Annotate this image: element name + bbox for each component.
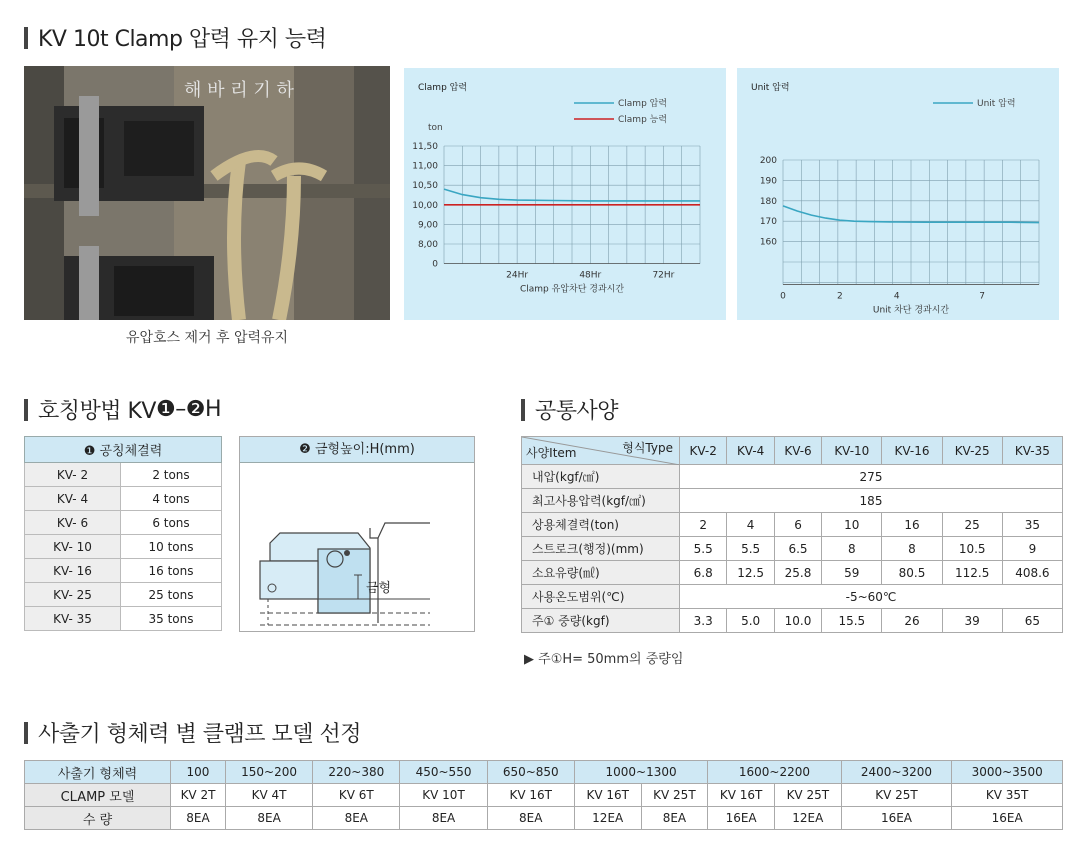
force-cell: 1000~1300: [574, 761, 707, 784]
legend-label: Clamp 능력: [618, 115, 668, 125]
model-cell: KV 4T: [225, 784, 312, 807]
model-cell: KV- 16: [25, 559, 121, 583]
table-row: [522, 609, 1063, 633]
table-row: [25, 535, 222, 559]
spec-value: 9: [1002, 537, 1062, 561]
model-cell: KV 35T: [952, 784, 1063, 807]
y-tick-label: 10,50: [412, 181, 438, 192]
spec-value: 2: [680, 513, 727, 537]
spec-value: 10: [822, 513, 882, 537]
x-tick-label: 0: [780, 291, 786, 302]
force-cell: 1600~2200: [708, 761, 841, 784]
qty-cell: 8EA: [641, 807, 708, 830]
table-row: [522, 513, 1063, 537]
force-cell: 3000~3500: [952, 761, 1063, 784]
photo-handwriting: 해 바 리 기 하: [184, 80, 294, 101]
mold-label: 금형: [366, 581, 392, 596]
model-cell: KV- 2: [25, 463, 121, 487]
force-cell: 6 tons: [121, 511, 222, 535]
spec-value: 5.5: [727, 537, 774, 561]
model-header: KV-2: [680, 437, 727, 465]
spec-value: 3.3: [680, 609, 727, 633]
table-row: [25, 463, 222, 487]
model-cell: KV 16T: [574, 784, 641, 807]
model-header: KV-4: [727, 437, 774, 465]
y-tick-label: 0: [432, 259, 438, 270]
table-row: [522, 489, 1063, 513]
force-cell: 150~200: [225, 761, 312, 784]
spec-value: 6.8: [680, 561, 727, 585]
legend-label: Clamp 압력: [618, 99, 668, 109]
y-tick-label: 160: [759, 237, 777, 248]
spec-value: 80.5: [882, 561, 942, 585]
spec-value: 8: [882, 537, 942, 561]
section4-title-text: 사출기 형체력 별 클램프 모델 선정: [38, 722, 361, 747]
corner-type: 형식Type: [622, 441, 673, 455]
spec-value: 6.5: [774, 537, 821, 561]
y-tick-label: 190: [759, 176, 777, 187]
section1-title: [24, 22, 326, 53]
y-tick-label: 170: [759, 217, 777, 228]
spec-value: 15.5: [822, 609, 882, 633]
title-bar: [24, 722, 28, 744]
spec-label: 사용온도범위(℃): [522, 585, 680, 609]
table-row: [25, 607, 222, 631]
model-cell: KV 16T: [487, 784, 574, 807]
title-bar: [521, 399, 525, 421]
x-tick-label: 48Hr: [579, 270, 602, 281]
qty-cell: 12EA: [574, 807, 641, 830]
table-row: [25, 583, 222, 607]
spec-value: 8: [822, 537, 882, 561]
mold-height-diagram: [240, 463, 474, 631]
spec-value: 25.8: [774, 561, 821, 585]
spec-value: 5.5: [680, 537, 727, 561]
x-axis-label: Unit 차단 경과시간: [872, 305, 950, 316]
x-tick-label: 72Hr: [652, 270, 675, 281]
spec-label: 스트로크(행정)(mm): [522, 537, 680, 561]
table-row: [522, 585, 1063, 609]
title-bar: [24, 399, 28, 421]
model-header: KV-6: [774, 437, 821, 465]
model-cell: KV 10T: [400, 784, 487, 807]
x-tick-label: 7: [979, 291, 985, 302]
spec-value: 65: [1002, 609, 1062, 633]
spec-value: 10.5: [942, 537, 1002, 561]
model-cell: KV- 6: [25, 511, 121, 535]
table-row: [522, 465, 1063, 489]
section2-title-prefix: 호칭방법 KV: [38, 399, 156, 424]
section2-title-dash: –: [175, 397, 186, 422]
title-bar: [24, 27, 28, 49]
y-tick-label: 11,00: [412, 161, 438, 172]
section2-title-mark2: ❷: [185, 397, 205, 422]
x-tick-label: 24Hr: [506, 270, 529, 281]
legend-label: Unit 압력: [977, 99, 1016, 109]
y-tick-label: 10,00: [412, 200, 438, 211]
spec-header-row: [522, 437, 1063, 465]
force-cell: 650~850: [487, 761, 574, 784]
qty-cell: 8EA: [400, 807, 487, 830]
spec-value: 6: [774, 513, 821, 537]
y-tick-label: 200: [759, 156, 777, 166]
spec-value: 26: [882, 609, 942, 633]
spec-value: 16: [882, 513, 942, 537]
model-cell: KV 25T: [641, 784, 708, 807]
spec-label: 소요유량(㎖): [522, 561, 680, 585]
clamp-selection-table: [24, 760, 1063, 830]
x-axis-label: Clamp 유압차단 경과시간: [519, 284, 625, 295]
chart-title: Unit 압력: [751, 83, 790, 93]
force-cell: 2400~3200: [841, 761, 952, 784]
spec-value: 12.5: [727, 561, 774, 585]
spec-value: 4: [727, 513, 774, 537]
table-row: [25, 761, 1063, 784]
table-row: [25, 487, 222, 511]
qty-cell: 16EA: [952, 807, 1063, 830]
section2-title-suffix: H: [204, 397, 221, 422]
spec-value: 112.5: [942, 561, 1002, 585]
section2-title-mark1: ❶: [155, 397, 176, 422]
y-axis-label: ton: [428, 123, 443, 133]
model-header: KV-25: [942, 437, 1002, 465]
row-header: CLAMP 모델: [25, 784, 171, 807]
nominal-force-table: [24, 436, 222, 631]
unit-pressure-chart: [737, 68, 1059, 320]
row-header: 수 량: [25, 807, 171, 830]
spec-label: 내압(kgf/㎠): [522, 465, 680, 489]
row-header: 사출기 형체력: [25, 761, 171, 784]
corner-item: 사양Item: [526, 446, 577, 460]
model-cell: KV- 25: [25, 583, 121, 607]
spec-label: 주① 중량(kgf): [522, 609, 680, 633]
x-tick-label: 2: [837, 291, 843, 302]
spec-value: 10.0: [774, 609, 821, 633]
model-cell: KV 25T: [841, 784, 952, 807]
force-cell: 450~550: [400, 761, 487, 784]
model-header: KV-10: [822, 437, 882, 465]
table-row: [25, 559, 222, 583]
model-cell: KV 2T: [171, 784, 226, 807]
nominal-force-header: ❶ 공칭체결력: [25, 437, 222, 463]
force-cell: 100: [171, 761, 226, 784]
y-tick-label: 9,00: [417, 220, 438, 231]
x-tick-label: 4: [893, 291, 900, 302]
force-cell: 25 tons: [121, 583, 222, 607]
spec-value: 39: [942, 609, 1002, 633]
qty-cell: 8EA: [313, 807, 400, 830]
model-header: KV-35: [1002, 437, 1062, 465]
spec-value: 59: [822, 561, 882, 585]
spec-value: -5~60℃: [680, 585, 1063, 609]
section1-title-text: KV 10t Clamp 압력 유지 능력: [38, 27, 327, 52]
qty-cell: 16EA: [841, 807, 952, 830]
model-cell: KV- 4: [25, 487, 121, 511]
section3-title: [521, 394, 618, 425]
force-cell: 4 tons: [121, 487, 222, 511]
clamp-photo: [24, 66, 390, 320]
spec-value: 185: [680, 489, 1063, 513]
qty-cell: 8EA: [225, 807, 312, 830]
spec-value: 25: [942, 513, 1002, 537]
force-cell: 220~380: [313, 761, 400, 784]
table-row: [25, 807, 1063, 830]
spec-label: 상용체결력(ton): [522, 513, 680, 537]
section3-title-text: 공통사양: [535, 399, 619, 424]
model-cell: KV 6T: [313, 784, 400, 807]
model-header: KV-16: [882, 437, 942, 465]
section2-title: [24, 394, 221, 425]
qty-cell: 16EA: [708, 807, 775, 830]
force-cell: 10 tons: [121, 535, 222, 559]
chart-title: Clamp 압력: [418, 83, 468, 93]
spec-value: 35: [1002, 513, 1062, 537]
mold-height-header: ❷ 금형높이:H(mm): [240, 437, 474, 463]
photo-caption: 유압호스 제거 후 압력유지: [125, 330, 289, 346]
table-row: [522, 561, 1063, 585]
table-row: [25, 511, 222, 535]
y-tick-label: 11,50: [412, 142, 438, 152]
spec-value: 408.6: [1002, 561, 1062, 585]
y-tick-label: 180: [759, 196, 777, 207]
model-cell: KV 25T: [774, 784, 841, 807]
spec-label: 최고사용압력(kgf/㎠): [522, 489, 680, 513]
force-cell: 2 tons: [121, 463, 222, 487]
y-tick-label: 8,00: [417, 240, 438, 250]
qty-cell: 12EA: [774, 807, 841, 830]
force-cell: 35 tons: [121, 607, 222, 631]
table-row: [522, 537, 1063, 561]
model-cell: KV- 10: [25, 535, 121, 559]
model-cell: KV 16T: [708, 784, 775, 807]
model-cell: KV- 35: [25, 607, 121, 631]
mold-height-box: [239, 436, 475, 632]
table-row: [25, 784, 1063, 807]
spec-note: ▶ 주①H= 50mm의 중량임: [524, 652, 684, 667]
spec-value: 5.0: [727, 609, 774, 633]
spec-value: 275: [680, 465, 1063, 489]
qty-cell: 8EA: [487, 807, 574, 830]
force-cell: 16 tons: [121, 559, 222, 583]
spec-corner-cell: [522, 437, 680, 465]
section4-title: [24, 717, 361, 748]
qty-cell: 8EA: [171, 807, 226, 830]
common-spec-table: [521, 436, 1063, 633]
clamp-pressure-chart: [404, 68, 726, 320]
